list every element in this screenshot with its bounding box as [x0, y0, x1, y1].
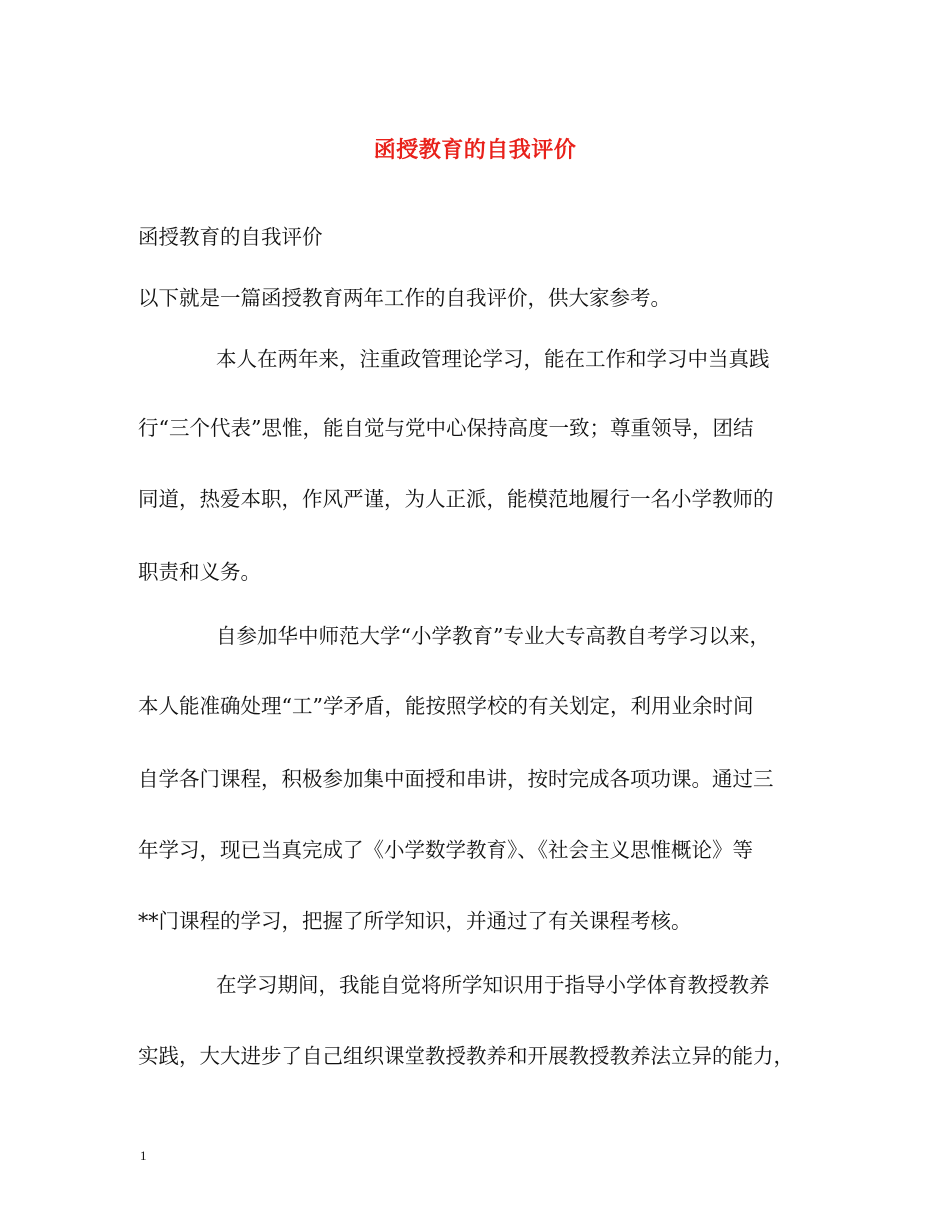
paragraph-line: 在学习期间，我能自觉将所学知识用于指导小学体育教授教养 — [216, 973, 770, 997]
paragraph-line: **门课程的学习，把握了所学知识，并通过了有关课程考核。 — [138, 909, 692, 933]
page-number: 1 — [140, 1148, 147, 1163]
paragraph-line: 实践，大大进步了自己组织课堂教授教养和开展教授教养法立异的能力， — [138, 1044, 794, 1068]
paragraph-line: 本人能准确处理“工”学矛盾，能按照学校的有关划定，利用业余时间 — [138, 694, 754, 718]
paragraph-line: 年学习，现已当真完成了《小学数学教育》、《社会主义思惟概论》等 — [138, 838, 753, 862]
document-title: 函授教育的自我评价 — [373, 137, 577, 163]
heading-line: 函授教育的自我评价 — [138, 225, 323, 249]
paragraph-line: 行“三个代表”思惟，能自觉与党中心保持高度一致；尊重领导，团结 — [138, 416, 754, 440]
paragraph-line: 本人在两年来，注重政管理论学习，能在工作和学习中当真践 — [216, 347, 770, 371]
paragraph-line: 职责和义务。 — [138, 560, 261, 584]
paragraph-line: 自学各门课程，积极参加集中面授和串讲，按时完成各项功课。通过三 — [138, 767, 774, 791]
intro-line: 以下就是一篇函授教育两年工作的自我评价，供大家参考。 — [138, 286, 671, 310]
paragraph-line: 同道，热爱本职，作风严谨，为人正派，能模范地履行一名小学教师的 — [138, 487, 774, 511]
paragraph-line: 自参加华中师范大学“小学教育”专业大专高教自考学习以来， — [216, 624, 770, 648]
